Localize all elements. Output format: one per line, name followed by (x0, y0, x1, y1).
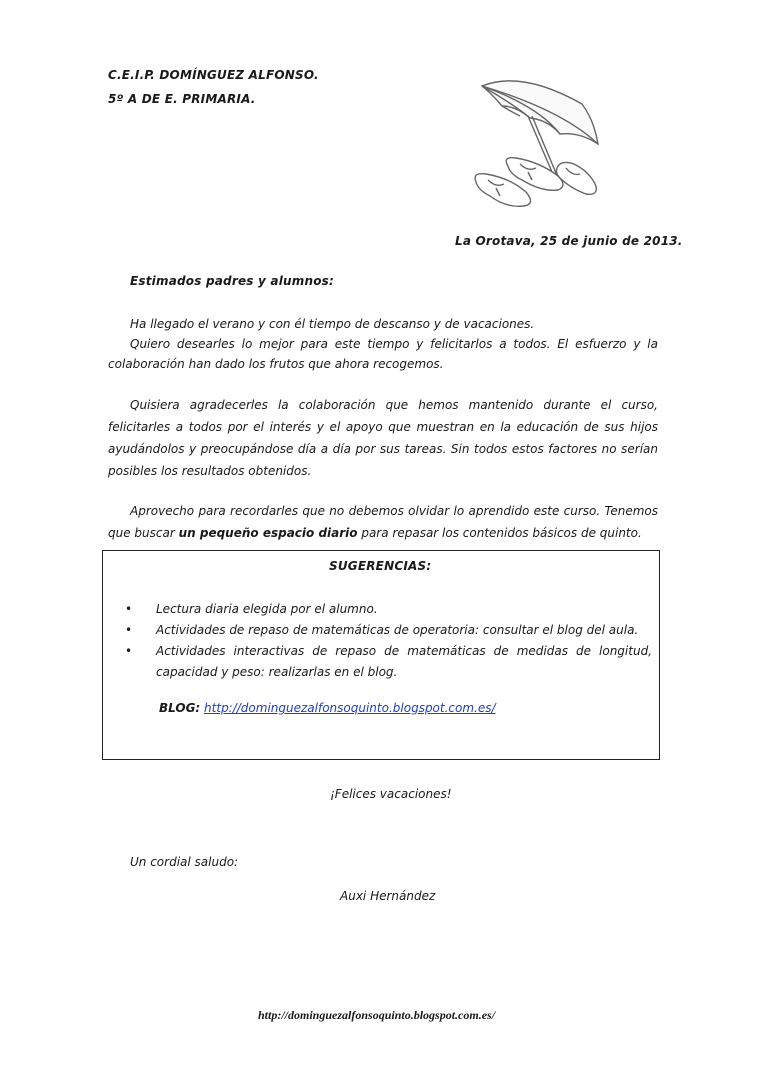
blog-link[interactable]: http://dominguezalfonsoquinto.blogspot.com.es/ (204, 701, 496, 715)
suggestion-item-1: Lectura diaria elegida por el alumno. (156, 602, 378, 616)
footer-url: http://dominguezalfonsoquinto.blogspot.com.es/ (258, 1008, 496, 1022)
class-name: 5º A DE E. PRIMARIA. (108, 92, 256, 106)
letter-date: La Orotava, 25 de junio de 2013. (455, 234, 683, 248)
bullet-icon: • (125, 644, 133, 658)
paragraph-3-line-1: Aprovecho para recordarles que no debemos olvidar lo aprendido este curso. Tenemos (130, 504, 658, 518)
paragraph-1-line-1: Ha llegado el verano y con él tiempo de descanso y de vacaciones. (130, 317, 535, 331)
paragraph-3-text-before: que buscar (108, 526, 179, 540)
suggestions-box (102, 550, 660, 760)
school-name: C.E.I.P. DOMÍNGUEZ ALFONSO. (108, 68, 319, 82)
suggestions-title: SUGERENCIAS: (329, 559, 432, 573)
paragraph-2-line-3: ayudándolos y preocupándose día a día por sus tareas. Sin todos estos factores no serían (108, 442, 658, 456)
suggestion-item-3-line-1: Actividades interactivas de repaso de matemáticas de medidas de longitud, (156, 644, 652, 658)
signature: Auxi Hernández (340, 889, 436, 903)
paragraph-1-line-2: Quiero desearles lo mejor para este tiempo y felicitarlos a todos. El esfuerzo y la (130, 337, 658, 351)
beach-umbrella-flip-flops-icon (462, 76, 612, 216)
paragraph-1-line-3: colaboración han dado los frutos que ahora recogemos. (108, 357, 444, 371)
greeting: Estimados padres y alumnos: (130, 274, 334, 288)
suggestion-item-3-line-2: capacidad y peso: realizarlas en el blog. (156, 665, 398, 679)
blog-label: BLOG: (159, 701, 201, 715)
blog-line (159, 701, 496, 715)
bullet-icon: • (125, 623, 133, 637)
closing-salutation: Un cordial saludo: (130, 855, 239, 869)
paragraph-3-line-2 (108, 524, 658, 542)
paragraph-2-line-2: felicitarles a todos por el interés y el apoyo que muestran en la educación de sus hijos (108, 420, 658, 434)
closing-wish: ¡Felices vacaciones! (330, 787, 452, 801)
suggestion-item-2: Actividades de repaso de matemáticas de operatoria: consultar el blog del aula. (156, 623, 639, 637)
bullet-icon: • (125, 602, 133, 616)
paragraph-3-text-after: para repasar los contenidos básicos de quinto. (357, 526, 642, 540)
highlight-daily-space: un pequeño espacio diario (178, 526, 358, 540)
paragraph-2-line-4: posibles los resultados obtenidos. (108, 464, 312, 478)
paragraph-2-line-1: Quisiera agradecerles la colaboración que hemos mantenido durante el curso, (130, 398, 658, 412)
